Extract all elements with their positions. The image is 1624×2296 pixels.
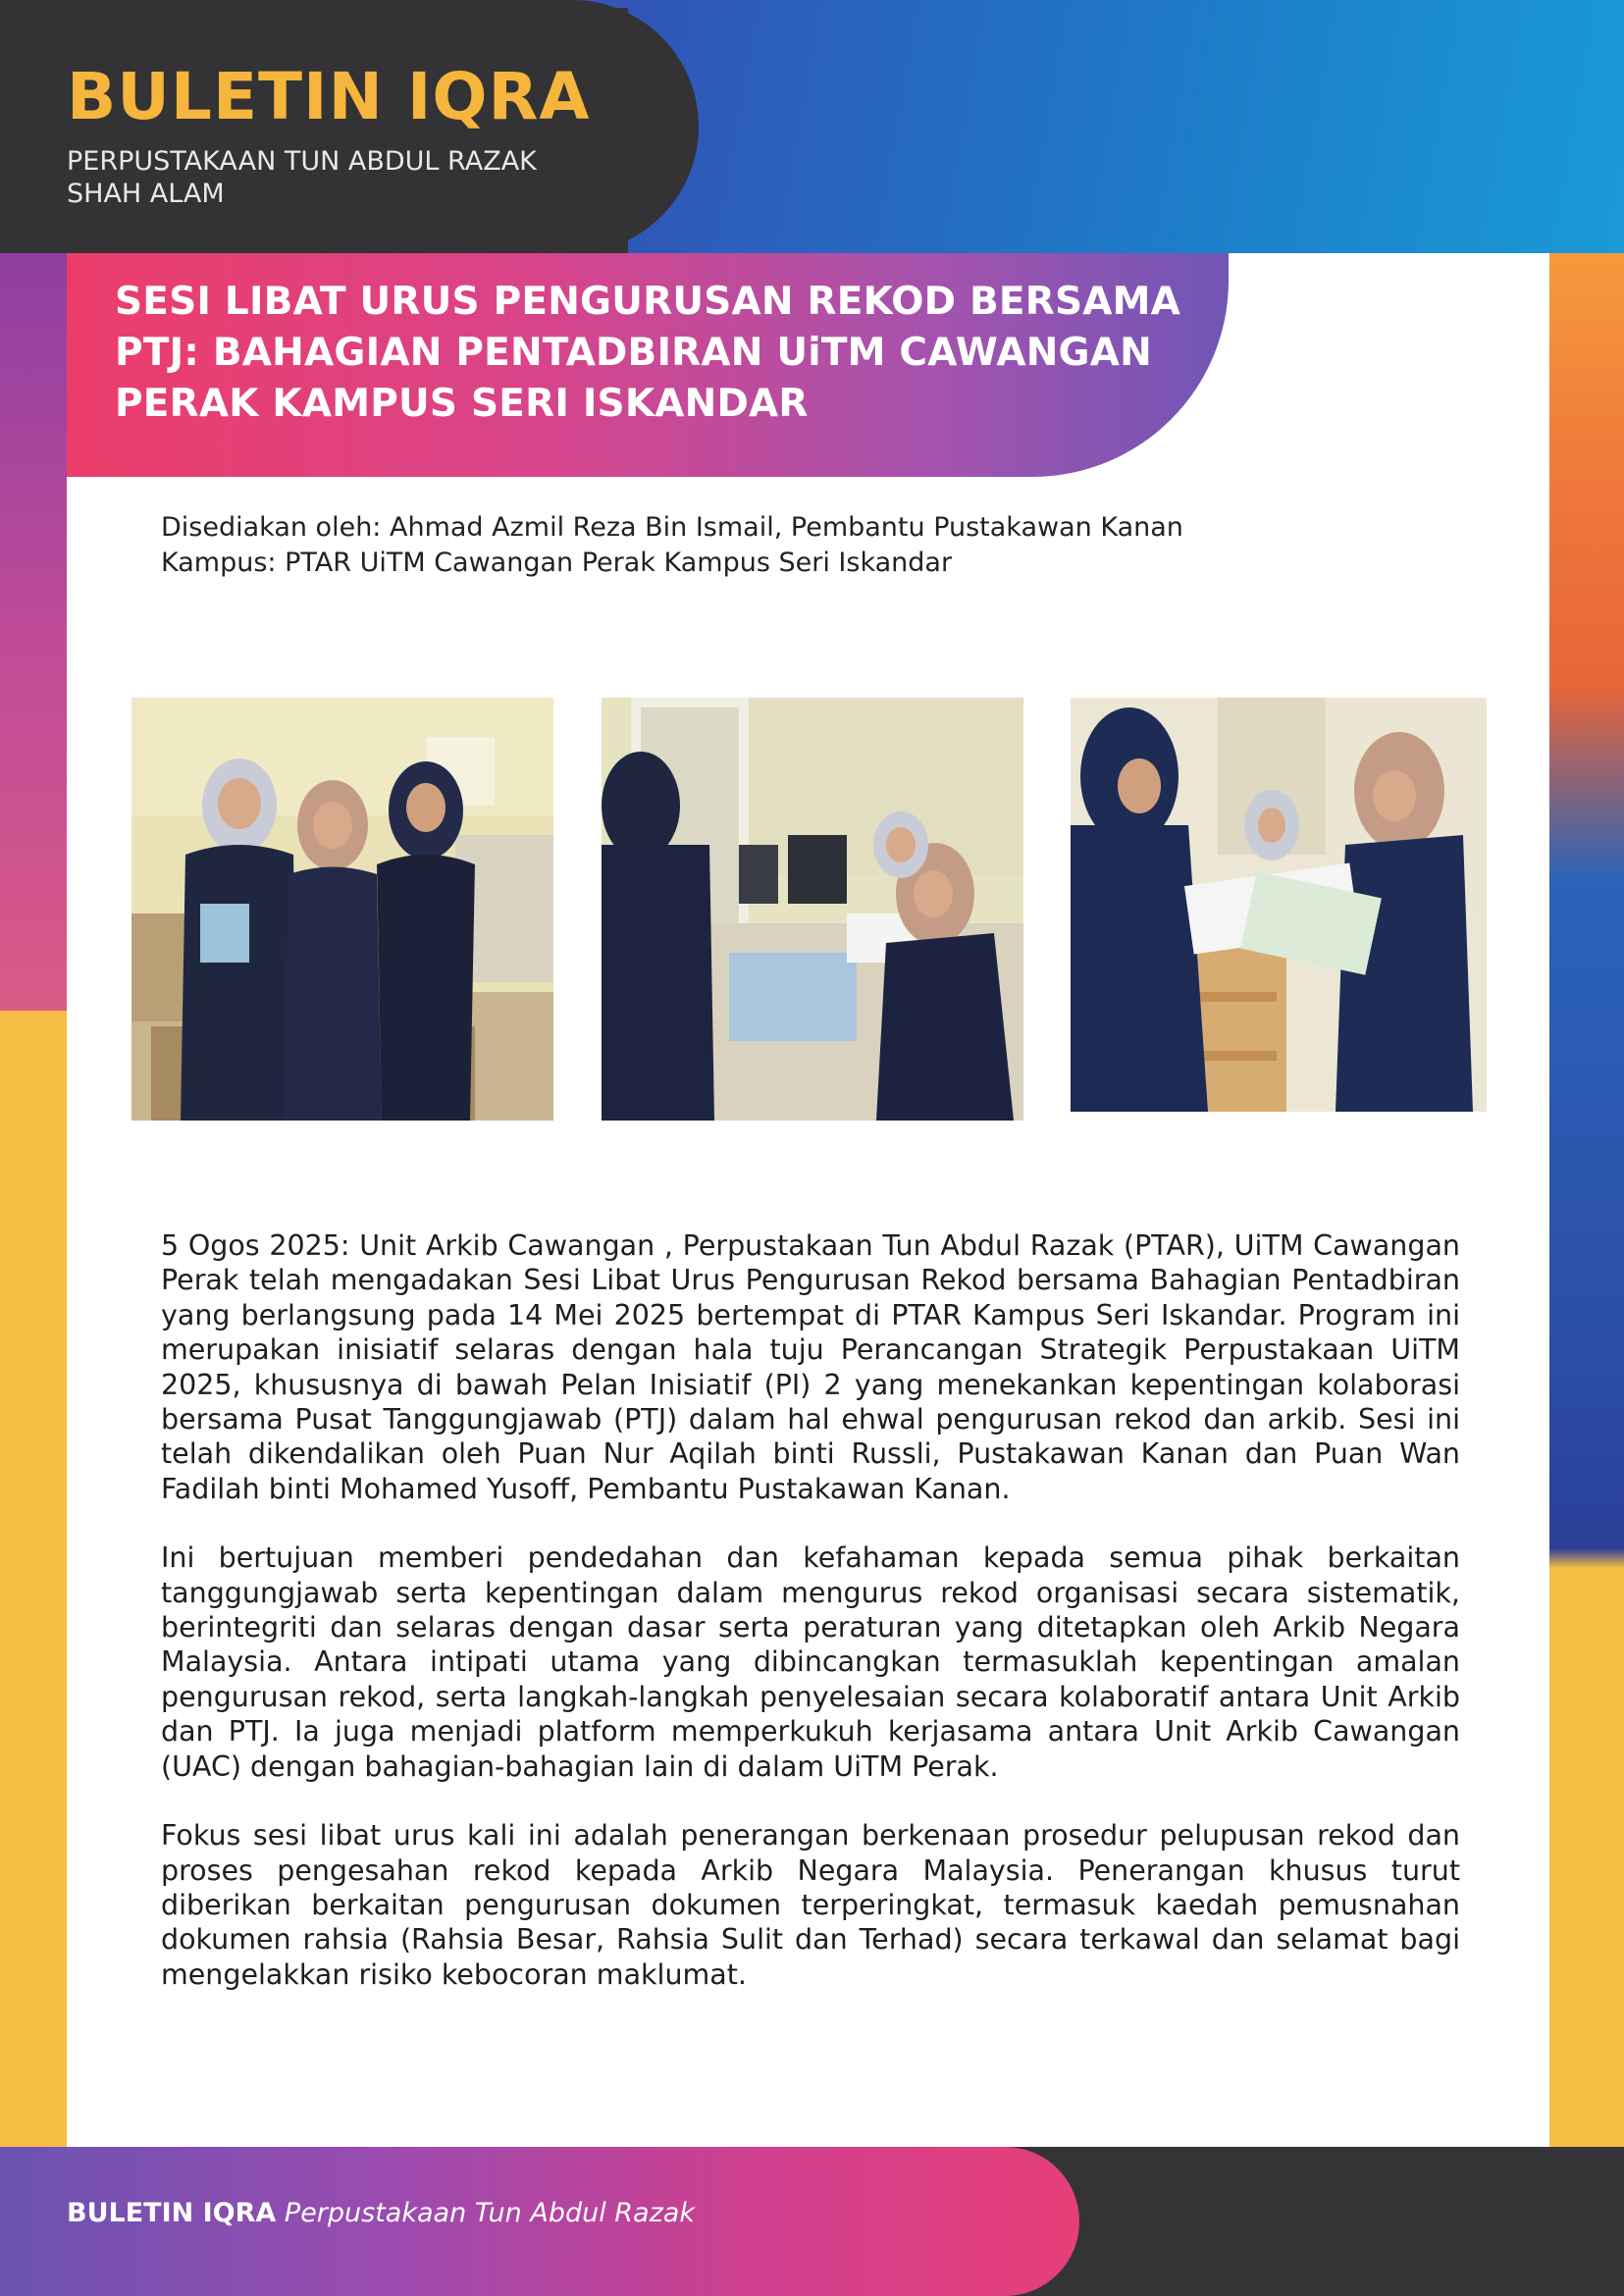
article-paragraph-3: Fokus sesi libat urus kali ini adalah penerangan berkenaan prosedur pelupusan rekod dan proses pengesahan rekod kepada Arkib Negara Malaysia. Penerangan khusus turut diberikan berkaitan pengurusan dokumen terperingkat, termasuk kaedah pemusnahan dokumen rahsia (Rahsia Besar, Rahsia Sulit dan Terhad) secara terkawal dan selamat bagi mengelakkan risiko kebocoran maklumat.: [161, 1819, 1460, 1991]
photo-desk-discussion: [602, 698, 1023, 1121]
article-title-line3: PERAK KAMPUS SERI ISKANDAR: [115, 382, 809, 426]
right-decor-bar: [1549, 253, 1624, 2216]
article-title-line1: SESI LIBAT URUS PENGURUSAN REKOD BERSAMA: [115, 280, 1181, 324]
campus-line: Kampus: PTAR UiTM Cawangan Perak Kampus Seri Iskandar: [161, 548, 953, 578]
article-title-line2: PTJ: BAHAGIAN PENTADBIRAN UiTM CAWANGAN: [115, 331, 1152, 375]
prepared-by: Disediakan oleh: Ahmad Azmil Reza Bin Ismail, Pembantu Pustakawan Kanan: [161, 512, 1183, 543]
bulletin-brand-title: BULETIN IQRA: [67, 59, 591, 134]
footer-library-name: Perpustakaan Tun Abdul Razak: [284, 2198, 695, 2228]
article-paragraph-2: Ini bertujuan memberi pendedahan dan kefahaman kepada semua pihak berkaitan tanggungjawab serta kepentingan dalam mengurus rekod organisasi secara sistematik, berintegriti dan selaras dengan dasar serta peraturan yang ditetapkan oleh Arkib Negara Malaysia. Antara intipati utama yang dibincangkan termasuklah kepentingan amalan pengurusan rekod, serta langkah-langkah penyelesaian secara kolaboratif antara Unit Arkib dan PTJ. Ia juga menjadi platform memperkukuh kerjasama antara Unit Arkib Cawangan (UAC) dengan bahagian-bahagian lain di dalam UiTM Perak.: [161, 1541, 1460, 1783]
article-paragraph-1: 5 Ogos 2025: Unit Arkib Cawangan , Perpustakaan Tun Abdul Razak (PTAR), UiTM Cawangan Perak telah mengadakan Sesi Libat Urus Pengurusan Rekod bersama Bahagian Pentadbiran yang berlangsung pada 14 Mei 2025 bertempat di PTAR Kampus Seri Iskandar. Program ini merupakan inisiatif selaras dengan hala tuju Perancangan Strategik Perpustakaan UiTM 2025, khususnya di bawah Pelan Inisiatif (PI) 2 yang menekankan kepentingan kolaborasi bersama Pusat Tanggungjawab (PTJ) dalam hal ehwal pengurusan rekod dan arkib. Sesi ini telah dikendalikan oleh Puan Nur Aqilah binti Russli, Pustakawan Kanan dan Puan Wan Fadilah binti Mohamed Yusoff, Pembantu Pustakawan Kanan.: [161, 1229, 1460, 1505]
footer-text: [67, 2198, 695, 2228]
article-title: [115, 277, 1194, 430]
bulletin-subtitle-line2: SHAH ALAM: [67, 179, 225, 209]
bulletin-subtitle: [67, 145, 675, 210]
article-body: [161, 1228, 1460, 2026]
bulletin-subtitle-line1: PERPUSTAKAAN TUN ABDUL RAZAK: [67, 146, 537, 177]
left-decor-bar-yellow: [0, 1011, 67, 2149]
byline: [161, 510, 1388, 581]
photo-group-standing: [131, 698, 553, 1121]
footer-brand: BULETIN IQRA: [67, 2198, 277, 2228]
photo-document-handover: [1071, 698, 1487, 1112]
